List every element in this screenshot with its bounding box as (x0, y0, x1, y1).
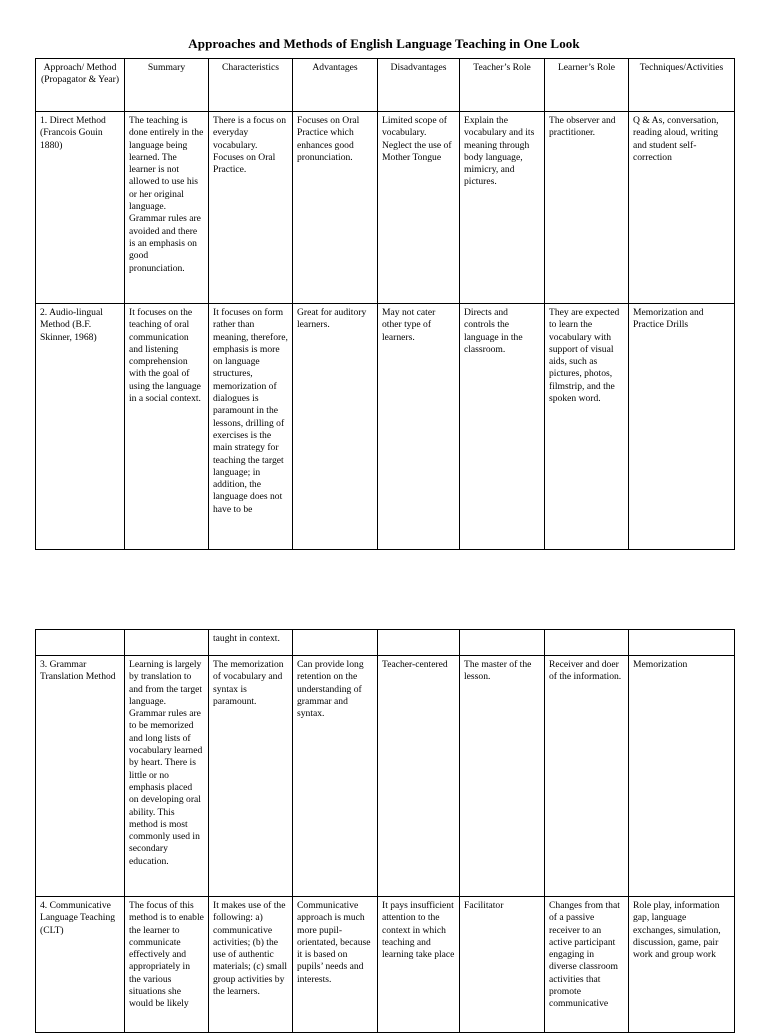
continuation-row (36, 630, 735, 656)
header-techniques: Techniques/Activities (629, 59, 735, 112)
header-advantages: Advantages (293, 59, 378, 112)
cell-empty (460, 630, 545, 656)
cell-empty (293, 630, 378, 656)
cell-techniques: Memorization (629, 656, 735, 897)
cell-empty (378, 630, 460, 656)
table-row (36, 112, 735, 304)
cell-approach: 1. Direct Method (Francois Gouin 1880) (36, 112, 125, 304)
cell-techniques: Q & As, conversation, reading aloud, writing and student self-correction (629, 112, 735, 304)
cell-learner-role: Receiver and doer of the information. (545, 656, 629, 897)
cell-advantages: Communicative approach is much more pupil-orientated, because it is based on pupils’ needs and interests. (293, 897, 378, 1033)
cell-learner-role: They are expected to learn the vocabulary with support of visual aids, such as pictures, photos, filmstrip, and the spoken word. (545, 304, 629, 550)
cell-empty (629, 630, 735, 656)
header-summary: Summary (125, 59, 209, 112)
table-row (36, 304, 735, 550)
cell-summary: The teaching is done entirely in the language being learned. The learner is not allowed to use his or her original language. Grammar rules are avoided and there is an emphasis on good pronunciation. (125, 112, 209, 304)
cell-empty (36, 630, 125, 656)
cell-advantages: Focuses on Oral Practice which enhances good pronunciation. (293, 112, 378, 304)
cell-disadvantages: May not cater other type of learners. (378, 304, 460, 550)
cell-characteristics: The memorization of vocabulary and syntax is paramount. (209, 656, 293, 897)
cell-learner-role: Changes from that of a passive receiver to an active participant engaging in diverse classroom activities that promote communicative (545, 897, 629, 1033)
cell-techniques: Role play, information gap, language exchanges, simulation, discussion, game, pair work and group work (629, 897, 735, 1033)
cell-approach: 4. Communicative Language Teaching (CLT) (36, 897, 125, 1033)
header-row (36, 59, 735, 112)
table-row (36, 897, 735, 1033)
header-characteristics: Characteristics (209, 59, 293, 112)
cell-disadvantages: Teacher-centered (378, 656, 460, 897)
cell-disadvantages: It pays insufficient attention to the context in which teaching and learning take place (378, 897, 460, 1033)
cell-characteristics-continued: taught in context. (209, 630, 293, 656)
cell-disadvantages: Limited scope of vocabulary. Neglect the use of Mother Tongue (378, 112, 460, 304)
cell-teacher-role: The master of the lesson. (460, 656, 545, 897)
cell-summary: It focuses on the teaching of oral communication and listening comprehension with the goal of using the language in a social context. (125, 304, 209, 550)
cell-summary: The focus of this method is to enable the learner to communicate effectively and appropriately in the various situations she would be likely (125, 897, 209, 1033)
cell-summary: Learning is largely by translation to and from the target language. Grammar rules are to be memorized and long lists of vocabulary learned by heart. There is little or no emphasis placed on developing oral ability. This method is most commonly used in secondary education. (125, 656, 209, 897)
methods-table-page-1 (35, 58, 735, 550)
cell-learner-role: The observer and practitioner. (545, 112, 629, 304)
cell-characteristics: It makes use of the following: a) communicative activities; (b) the use of authentic materials; (c) small group activities by the learners. (209, 897, 293, 1033)
header-approach: Approach/ Method (Propagator & Year) (36, 59, 125, 112)
cell-empty (125, 630, 209, 656)
cell-advantages: Great for auditory learners. (293, 304, 378, 550)
cell-empty (545, 630, 629, 656)
cell-approach: 3. Grammar Translation Method (36, 656, 125, 897)
cell-characteristics: There is a focus on everyday vocabulary. Focuses on Oral Practice. (209, 112, 293, 304)
cell-characteristics: It focuses on form rather than meaning, therefore, emphasis is more on language structures, memorization of dialogues is paramount in the lessons, drilling of exercises is the main strategy for teaching the target language; in addition, the language does not have to be (209, 304, 293, 550)
cell-teacher-role: Explain the vocabulary and its meaning through body language, mimicry, and pictures. (460, 112, 545, 304)
header-teacher-role: Teacher’s Role (460, 59, 545, 112)
cell-techniques: Memorization and Practice Drills (629, 304, 735, 550)
document-title: Approaches and Methods of English Language Teaching in One Look (188, 36, 580, 51)
header-learner-role: Learner’s Role (545, 59, 629, 112)
cell-teacher-role: Facilitator (460, 897, 545, 1033)
cell-advantages: Can provide long retention on the understanding of grammar and syntax. (293, 656, 378, 897)
cell-teacher-role: Directs and controls the language in the classroom. (460, 304, 545, 550)
methods-table-page-2 (35, 629, 735, 1033)
table-row (36, 656, 735, 897)
cell-approach: 2. Audio-lingual Method (B.F. Skinner, 1968) (36, 304, 125, 550)
header-disadvantages: Disadvantages (378, 59, 460, 112)
